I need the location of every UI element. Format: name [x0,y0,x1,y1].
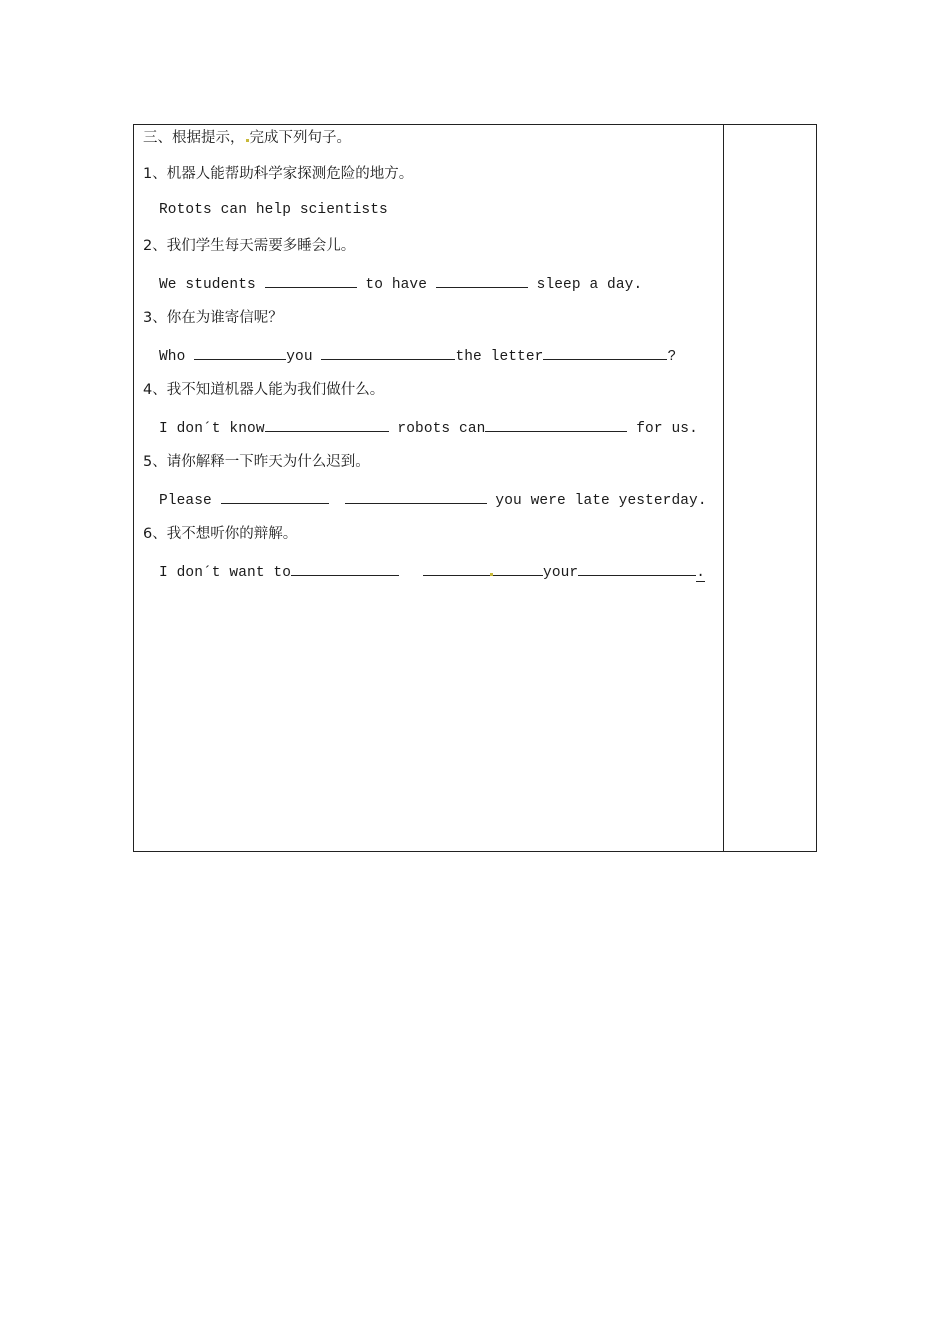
answer-line-1 [159,201,388,219]
answer-6-text-c: . [696,565,706,581]
marker-dot [246,139,249,142]
answer-blank[interactable] [194,345,286,360]
answer-4-text-b: robots can [388,421,486,437]
answer-blank[interactable] [436,273,528,288]
answer-blank[interactable] [265,417,389,432]
answer-blank[interactable] [321,345,455,360]
answer-4-text-c: for us. [627,421,698,437]
answer-blank[interactable] [221,489,329,504]
answer-blank[interactable] [345,489,487,504]
answer-line-3 [159,345,676,366]
marker-dot [490,573,493,576]
answer-blank[interactable] [578,561,696,576]
answer-3-text-c: the letter [455,349,544,365]
answer-5-text-a: Please [159,493,221,509]
question-6: 6、我不想听你的辩解。 [143,526,298,542]
question-3: 3、你在为谁寄信呢？ [143,310,283,326]
exercise-table [133,124,817,852]
question-2: 2、我们学生每天需要多睡会儿。 [143,238,356,254]
section-title-part1: 三、根据提示， [143,130,245,146]
answer-3-text-a: Who [159,349,195,365]
section-title-part2: 完成下列句子。 [249,130,351,146]
answer-blank[interactable] [291,561,399,576]
answer-line-2 [159,273,642,294]
answer-blank[interactable] [543,345,667,360]
answer-line-6 [159,561,705,582]
answer-blank[interactable] [485,417,627,432]
answer-blank[interactable] [265,273,357,288]
answer-2-text-b: to have [356,277,436,293]
answer-1-text: Rotots can help scientists [159,202,388,218]
answer-line-5 [159,489,707,510]
answer-3-text-b: you [286,349,322,365]
answer-blank[interactable] [423,561,543,576]
answer-5-text-b: you were late yesterday. [486,493,707,509]
answer-2-text-a: We students [159,277,265,293]
section-title [143,129,351,147]
question-1: 1、机器人能帮助科学家探测危险的地方。 [143,166,414,182]
answer-line-4 [159,417,698,438]
answer-6-text-b: your [543,565,579,581]
answer-4-text-a: I don´t know [159,421,265,437]
answer-2-text-c: sleep a day. [527,277,643,293]
column-divider [723,125,724,851]
question-4: 4、我不知道机器人能为我们做什么。 [143,382,385,398]
answer-3-text-d: ? [667,349,677,365]
answer-6-text-a: I don´t want to [159,565,292,581]
question-5: 5、请你解释一下昨天为什么迟到。 [143,454,370,470]
